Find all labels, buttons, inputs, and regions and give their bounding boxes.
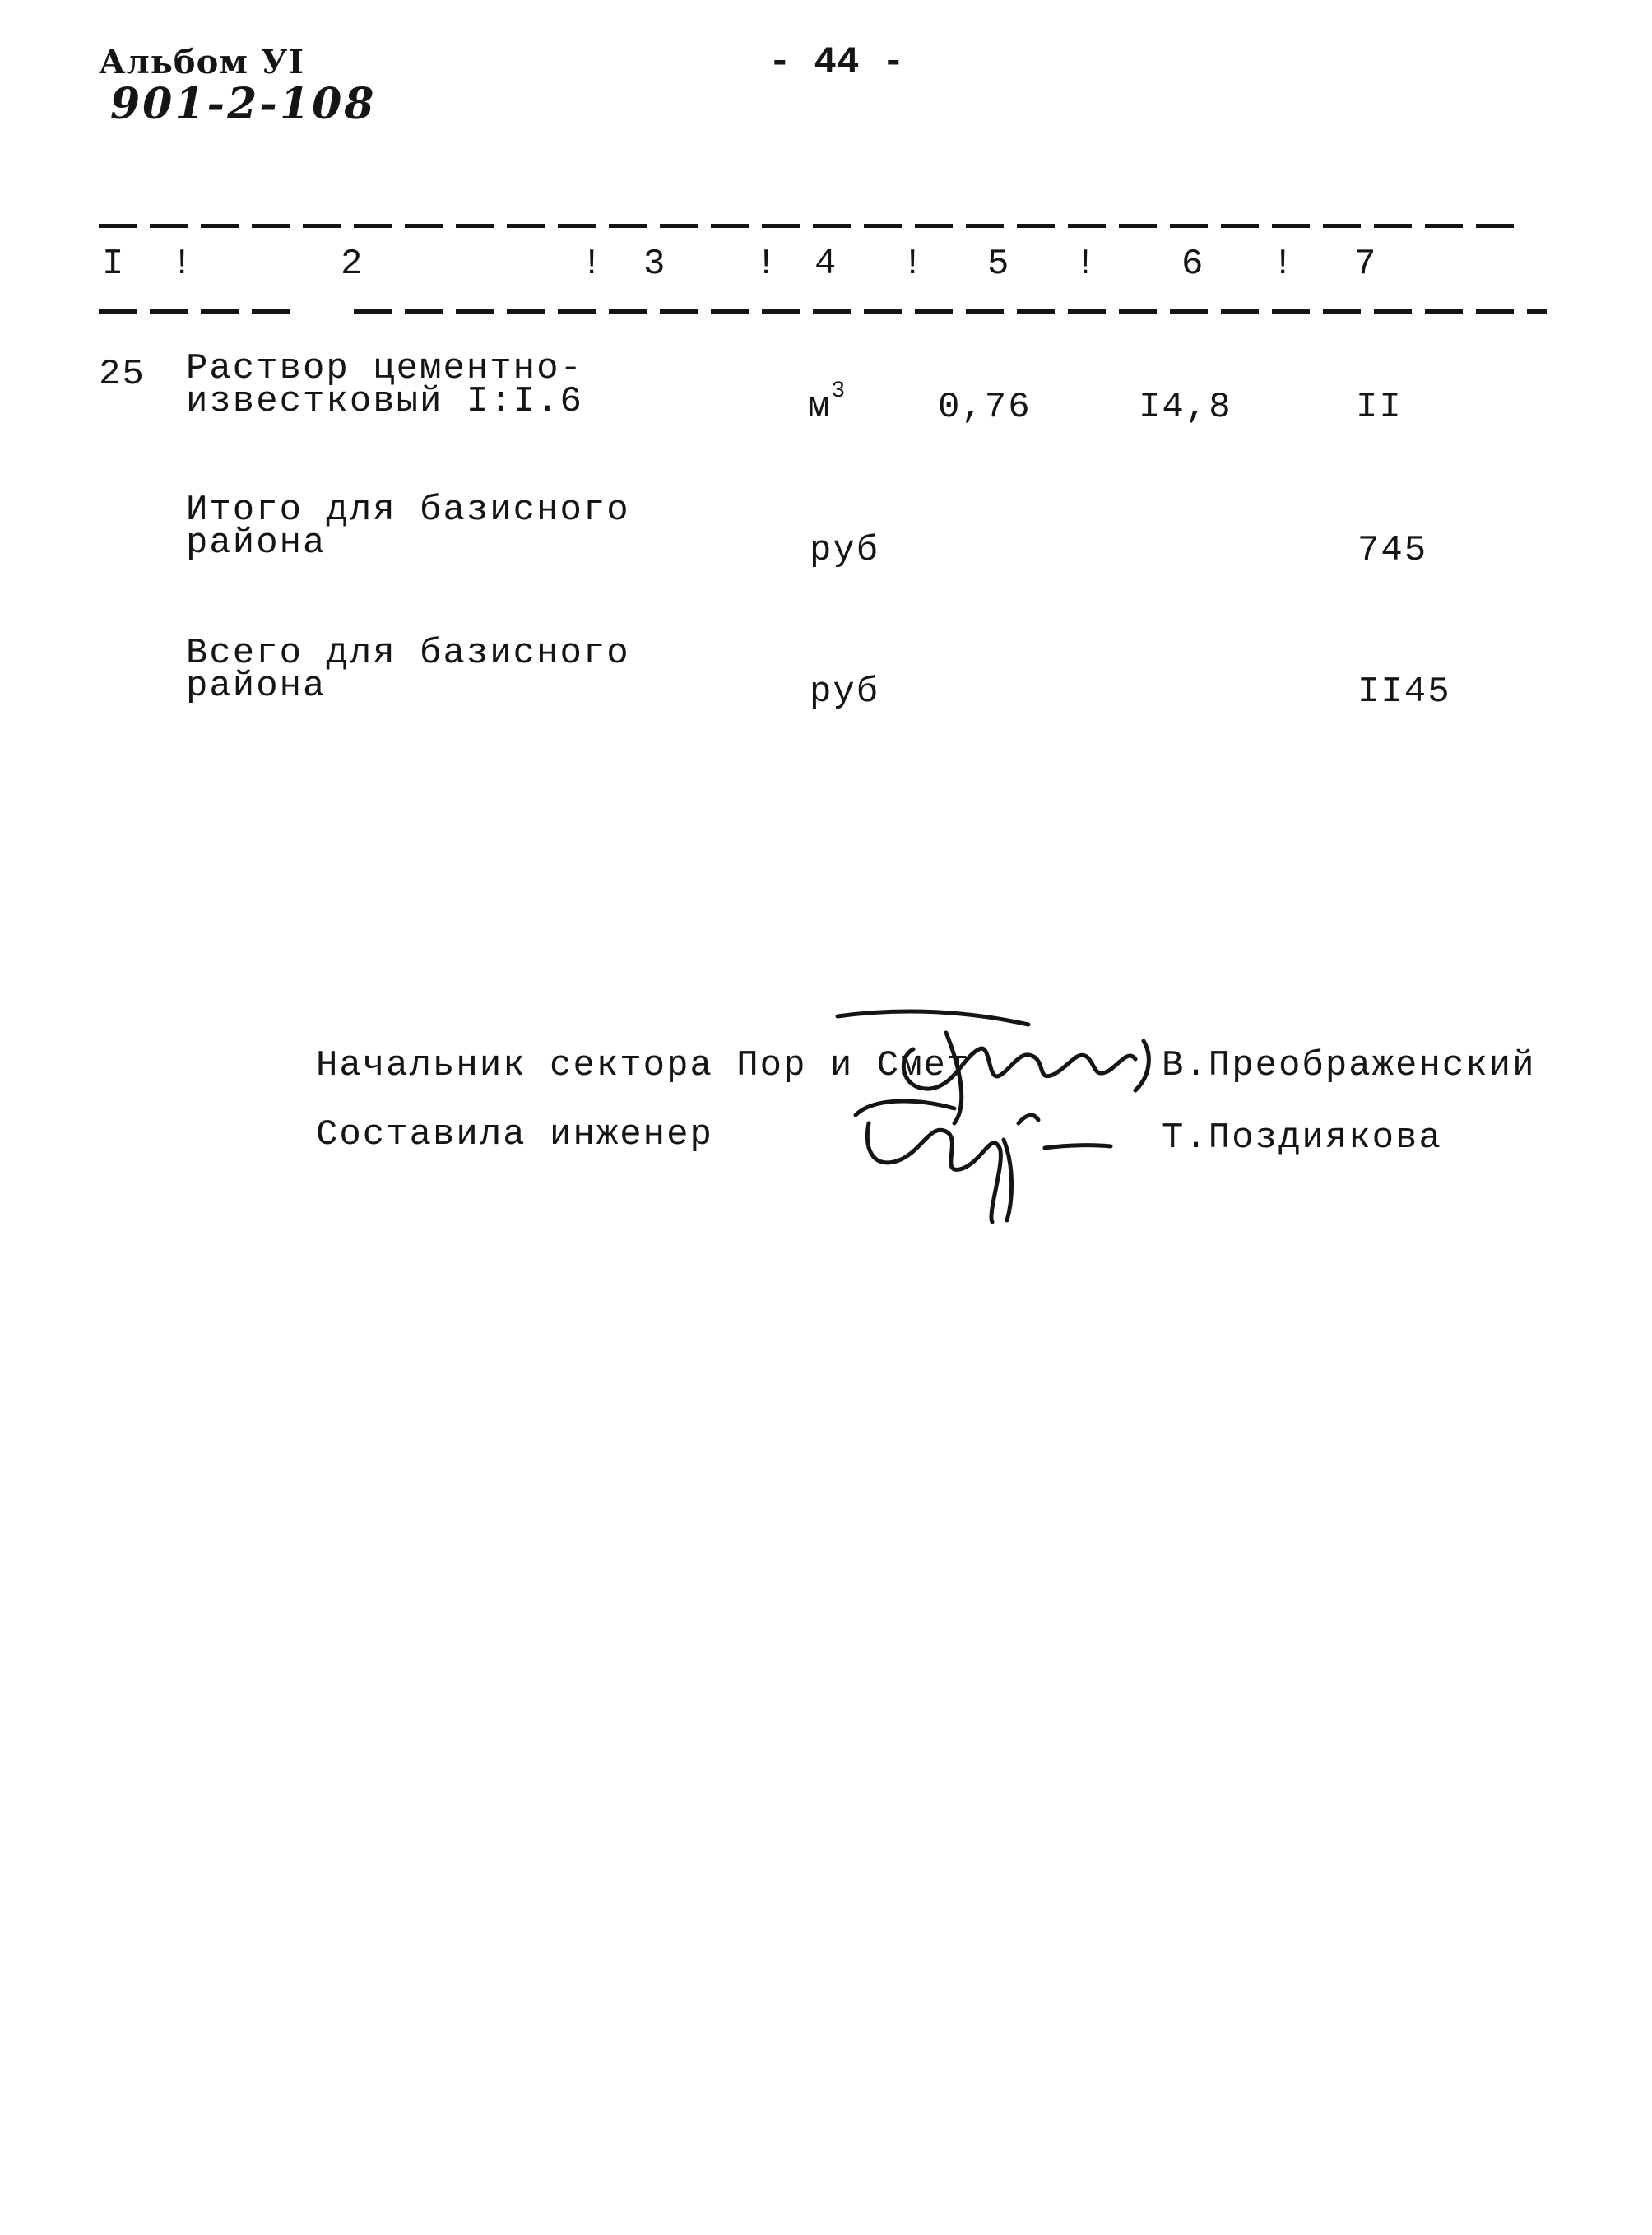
column-separator: !	[1074, 244, 1098, 285]
column-header-3: 3	[643, 244, 667, 285]
row-number: 25	[99, 354, 146, 395]
row-unit-base: м	[808, 387, 832, 428]
row-col5: 0,76	[938, 387, 1032, 428]
row-col7: II45	[1357, 671, 1451, 713]
column-header-5: 5	[987, 244, 1011, 285]
row-name-line: района	[186, 523, 327, 564]
row-unit	[808, 379, 847, 428]
row-name-line: известковый I:I.6	[186, 381, 583, 422]
signature-position: Начальник сектора Пор и Смет	[316, 1045, 971, 1086]
column-separator: !	[755, 244, 779, 285]
row-col7: II	[1356, 387, 1403, 428]
album-label: Альбом УI	[99, 43, 305, 81]
handwritten-signature-icon	[823, 1000, 1185, 1230]
project-code: 901-2-108	[110, 79, 377, 129]
column-separator: !	[902, 244, 926, 285]
row-name	[186, 633, 630, 707]
table-header-rule-right	[354, 309, 1547, 314]
column-header-4: 4	[814, 244, 838, 285]
signature-name: В.Преображенский	[1162, 1045, 1536, 1086]
column-separator: !	[171, 244, 195, 285]
row-col7: 745	[1357, 530, 1428, 571]
signature-name: Т.Поздиякова	[1162, 1118, 1442, 1159]
table-top-rule	[99, 224, 1514, 228]
row-name	[186, 490, 630, 564]
signature-position: Составила инженер	[316, 1114, 713, 1155]
row-name-line: Раствор цементно-	[186, 348, 583, 389]
row-name-line: Итого для базисного	[186, 490, 630, 531]
column-separator: !	[581, 244, 605, 285]
row-col6: I4,8	[1139, 387, 1232, 428]
row-name-line: района	[186, 666, 327, 707]
column-header-1: I	[102, 244, 126, 285]
page-number: - 44 -	[768, 41, 905, 84]
row-unit: руб	[810, 671, 880, 713]
row-unit-sup: 3	[831, 379, 847, 404]
column-header-7: 7	[1354, 244, 1378, 285]
row-name	[186, 348, 583, 422]
column-header-2: 2	[341, 244, 364, 285]
row-name-line: Всего для базисного	[186, 633, 630, 674]
column-separator: !	[1272, 244, 1296, 285]
column-header-6: 6	[1181, 244, 1205, 285]
row-unit: руб	[810, 530, 880, 571]
table-header-rule-left	[99, 309, 296, 314]
